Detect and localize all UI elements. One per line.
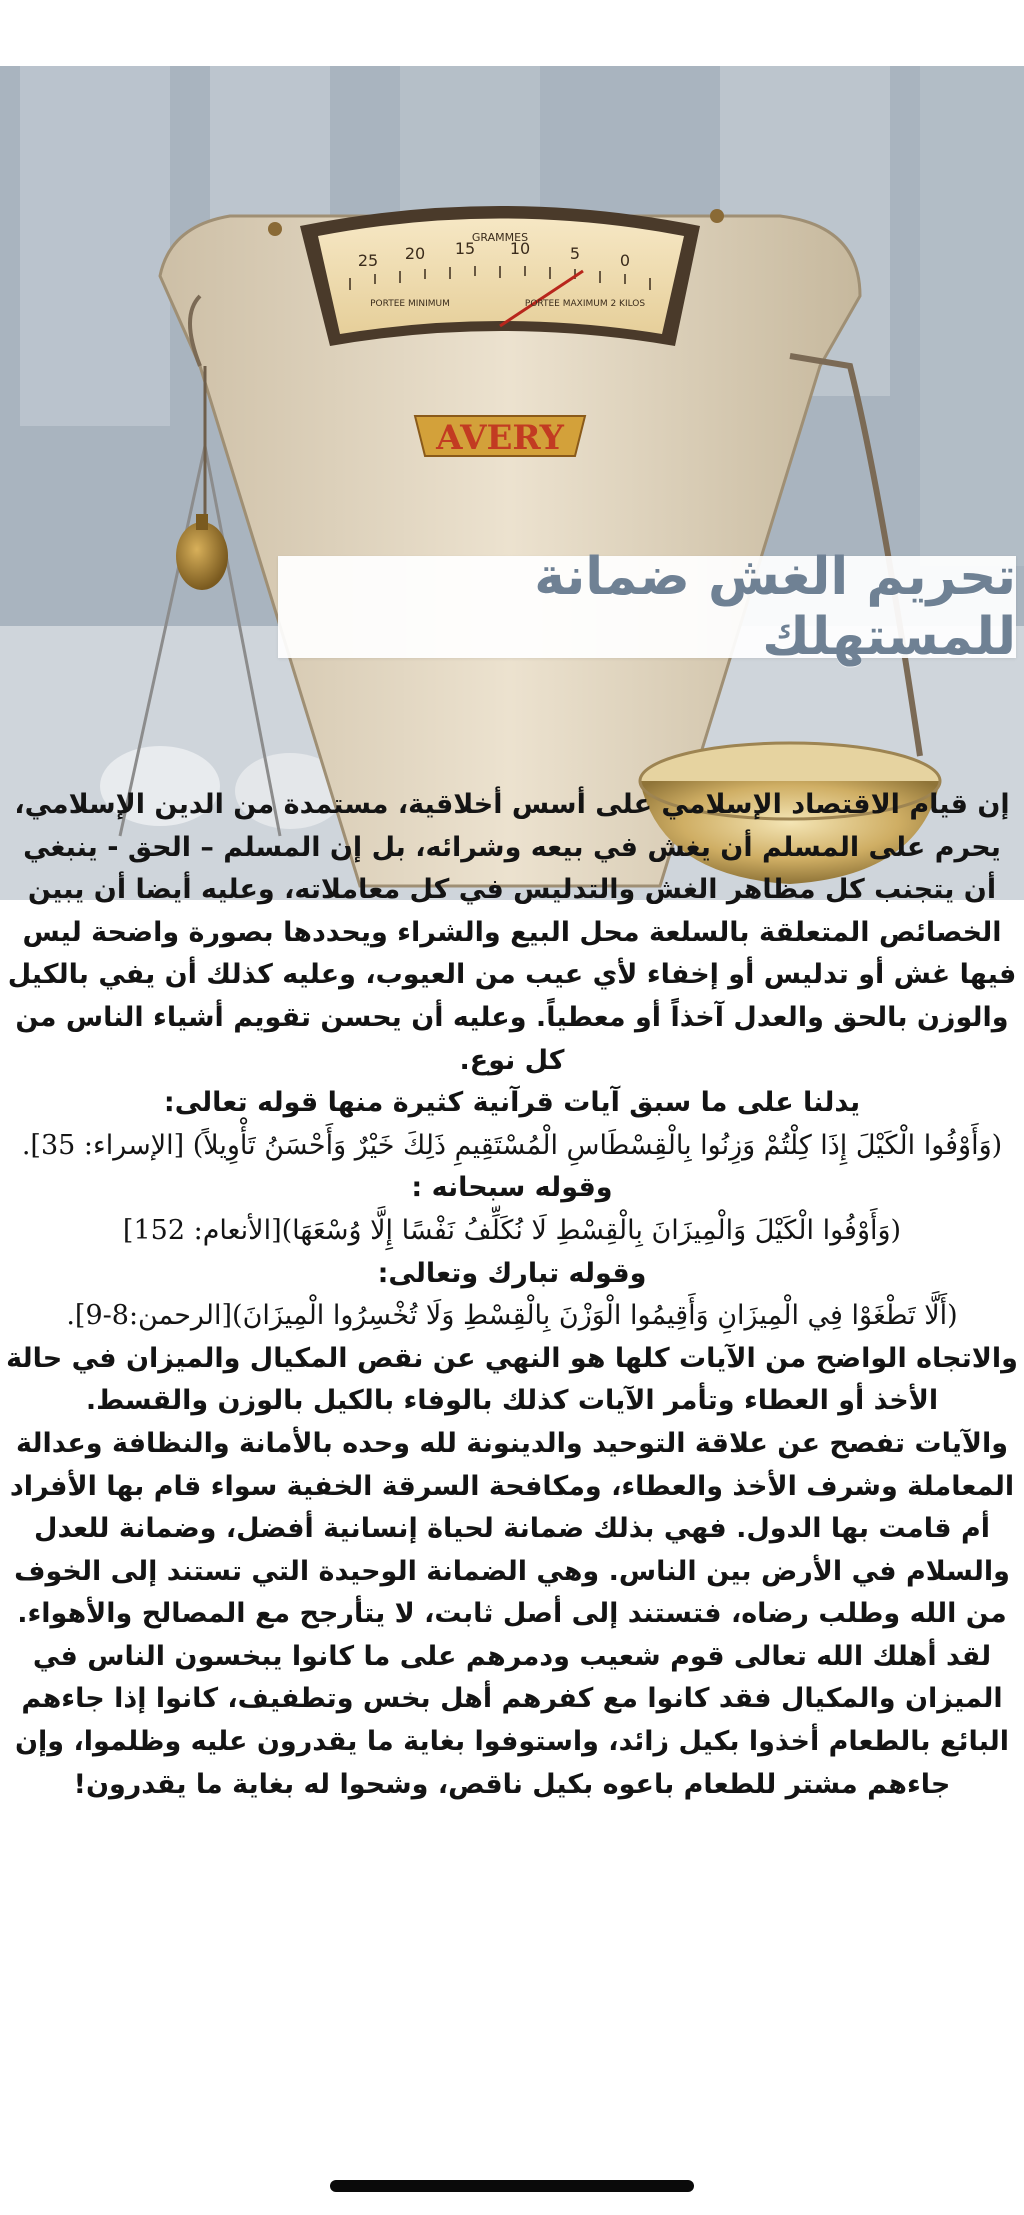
article-title-card [278, 547, 1016, 667]
quran-verse: (وَأَوْفُوا الْكَيْلَ إِذَا كِلْتُمْ وَزِنُوا بِالْقِسْطَاسِ الْمُسْتَقِيمِ ذَلِكَ خَيْرٌ وَأَحْسَنُ تَأْوِيلاً) [الإسراء: 35]. [21, 1129, 1003, 1161]
dial-unit: GRAMMES [471, 231, 529, 244]
quran-verse: (وَأَوْفُوا الْكَيْلَ وَالْمِيزَانَ بِالْقِسْطِ لَا نُكَلِّفُ نَفْسًا إِلَّا وُسْعَهَا)[الأنعام: 152] [122, 1214, 902, 1246]
article-paragraph: والاتجاه الواضح من الآيات كلها هو النهي عن نقص المكيال والميزان في حالة الأخذ أو العطاء وتأمر الآيات كذلك بالوفاء بالكيل بالوزن والقسط. [6, 1342, 1018, 1417]
dial-tick: 10 [509, 239, 531, 258]
dial-tick: 25 [357, 251, 379, 270]
weighing-scale-illustration [0, 66, 1024, 900]
article-body [0, 784, 1024, 1806]
dial-tick: 0 [619, 251, 631, 270]
article-paragraph: إن قيام الاقتصاد الإسلامي على أسس أخلاقية، مستمدة من الدين الإسلامي، يحرم على المسلم أن يغش في بيعه وشرائه، بل إن المسلم – الحق - ينبغي أن يتجنب كل مظاهر الغش والتدليس في كل معاملاته، وعليه أيضا أن يبين الخصائص المتعلقة بالسلعة محل البيع والشراء ويحددها بصورة واضحة ليس فيها غش أو تدليس أو إخفاء لأي عيب من العيوب، وعليه كذلك أن يفي بالكيل والوزن بالحق والعدل آخذاً أو معطياً. وعليه أن يحسن تقويم أشياء الناس من كل نوع. [7, 789, 1017, 1076]
article-paragraph: لقد أهلك الله تعالى قوم شعيب ودمرهم على ما كانوا يبخسون الناس في الميزان والمكيال فقد كانوا مع كفرهم أهل بخس وتطفيف، كانوا إذا جاءهم البائع بالطعام أخذوا بكيل زائد، واستوفوا بغاية ما يقدرون عليه وظلموا، وإن جاءهم مشتر للطعام باعوه بكيل ناقص، وشحوا له بغاية ما يقدرون! [14, 1640, 1010, 1800]
avery-logo: AVERY [436, 418, 564, 458]
home-indicator[interactable] [330, 2180, 694, 2192]
dial-tick: 15 [454, 239, 476, 258]
article-paragraph: يدلنا على ما سبق آيات قرآنية كثيرة منها قوله تعالى: [163, 1087, 861, 1119]
quran-verse: (أَلَّا تَطْغَوْا فِي الْمِيزَانِ وَأَقِيمُوا الْوَزْنَ بِالْقِسْطِ وَلَا تُخْسِرُوا الْمِيزَانَ)[الرحمن:8-9]. [66, 1300, 958, 1332]
dial-tick: 5 [569, 244, 581, 263]
dial-tick: 20 [404, 244, 426, 263]
article-hero-image [0, 66, 1024, 900]
article-paragraph: وقوله سبحانه : [411, 1172, 613, 1204]
dial-caption-left: PORTEE MINIMUM [370, 299, 450, 309]
dial-caption-right: PORTEE MAXIMUM 2 KILOS [524, 299, 646, 309]
article-paragraph: وقوله تبارك وتعالى: [377, 1257, 647, 1289]
article-paragraph: والآيات تفصح عن علاقة التوحيد والدينونة لله وحده بالأمانة والنظافة وعدالة المعاملة وشرف الأخذ والعطاء، ومكافحة السرقة الخفية سواء قام بها الأفراد أم قامت بها الدول. فهي بذلك ضمانة لحياة إنسانية أفضل، وضمانة للعدل والسلام في الأرض بين الناس. وهي الضمانة الوحيدة التي تستند إلى الخوف من الله وطلب رضاه، فتستند إلى أصل ثابت، لا يتأرجح مع المصالح والأهواء. [9, 1427, 1015, 1630]
article-title: تحريم الغش ضمانة للمستهلك [534, 547, 1016, 667]
